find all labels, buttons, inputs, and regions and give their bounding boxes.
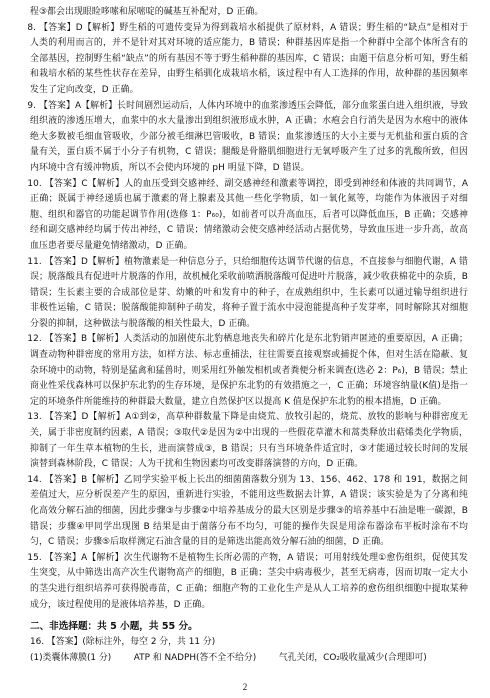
answer-item-16-part-1: (1)类囊体薄膜(1 分) ATP 和 NADPH(答不全不给分) 气孔关闭，CO₂吸收量减少(合理即可) (30, 652, 427, 663)
answer-item-9: 9. 【答案】A【解析】长时间剧烈运动后，人体内环境中的血浆渗透压会降低，部分血浆蛋白进入组织液，导致组织液的渗透压增大，血浆中的水大量渗出到组织液形成水肿，A 正确；水疱会自行消失是因为水疱中的液体绝大多数被毛细血管吸收，少部分被毛细淋巴管吸收，B 错误；血浆渗透压的大小主要与无机盐和蛋白质的含量有关，蛋白质不属于小分子有机物，C 错误；腿酸是骨骼肌细胞进行无氧呼吸产生了过多的乳酸所致，但因内环境中含有缓冲物质，所以不会使内环境的 pH 明显下降，D 错误。 (27, 100, 468, 173)
section-heading: 二、非选择题：共 5 小题，共 55 分。 (30, 621, 198, 633)
answer-item-11: 11. 【答案】D【解析】植物激素是一种信息分子，只给细胞传达调节代谢的信息，不直接参与细胞代谢，A 错误；脱落酸具有促进叶片脱落的作用，故机械化采收前喷洒脱落酸可促进叶片脱落，减少收获棉花中的杂质，B 错误；生长素主要的合成部位是芽、幼嫩的叶和发育中的种子，在成熟组织中，生长素可以通过输导组织进行非极性运输，C 错误；脱落酸能抑制种子萌发，将种子置于流水中浸泡能提高种子发芽率，同时解除其对细胞分裂的抑制，这种做法与脱落酸的相关性最大，D 正确。 (27, 256, 468, 329)
text-line-continuation: 程③都会出现眼睑哆嗦和尿嘧啶的碱基互补配对，D 正确。 (30, 7, 264, 17)
answer-item-13: 13. 【答案】D【解析】A①到②，高草种群数量下降是由烧荒、放牧引起的，烧荒、放牧的影响与种群密度无关，属于非密度制约因素，A 错误；③取代②是因为②中出现的一些假花草灌木和蒿类释放出萜烯类化学物质，抑制了一年生草本植物的生长，进而演替成③，B 错误；只有当环境条件适宜时，③才能通过较长时间的发展演替到森林阶段，C 错误；人为干扰和生物因素均可改变群落演替的方向，D 正确。 (27, 412, 468, 470)
answer-item-14: 14. 【答案】B【解析】乙同学实验平板上长出的细菌菌落数分别为 13、156、462、178 和 191，数据之间差值过大，应分析误差产生的原因，重新进行实验，不能用这些数据去计算，A 错误；该实验是为了分离和纯化高效分解石油的细菌，因此步骤③与步骤②中培养基成分的最大区别是步骤③的培养基中石油是唯一碳源，B 错误；步骤④甲同学出现图 B 结果是由于菌落分布不均匀，可能的操作失误是用涂布器涂布平板时涂布不均匀，C 错误；步骤⑤后取样测定石油含量的目的是筛选出能高效分解石油的细菌，D 正确。 (27, 474, 468, 548)
answer-item-8: 8. 【答案】D【解析】野生稻的可遗传变异为得到栽培水稻提供了原材料，A 错误；野生稻的“缺点”是相对于人类的利用而言的，并不是针对其对环境的适应能力，B 错误；种群基因库是指一个种群中全部个体所含有的全部基因，控制野生稻“缺点”的所有基因不等于野生稻种群的基因库，C 错误；由题干信息分析可知，野生稻和栽培水稻的某些性状存在差异，由野生稻驯化成栽培水稻，该过程中有人工选择的作用，故种群的基因频率发生了定向改变，D 正确。 (27, 22, 468, 95)
page-number: 2 (242, 682, 248, 692)
answer-item-12: 12. 【答案】B【解析】人类活动的加剧使东北豹栖息地丧失和碎片化是东北豹销声匿迹的重要原因，A 正确；调查动物种群密度的常用方法，如样方法、标志重捕法，往往需要直接观察或捕捉个体，但对生活在隐蔽、复杂环境中的动物，特别是猛禽和猛兽时，则采用红外触发相机或者粪便分析来调查(选必 2：P₆)，B 错误；禁止商业性采伐森林可以保护东北豹的生存环境，是保护东北豹的有效措施之一，C 正确；环境容纳量(K值)是指一定的环境条件所能维持的种群最大数量，建立自然保护区以提高 K 值是保护东北豹的根本措施，D 正确。 (27, 334, 468, 407)
answer-item-16-header: 16. 【答案】(除标注外，每空 2 分，共 11 分) (30, 637, 216, 648)
answer-item-10: 10. 【答案】C【解析】人的血压受到交感神经、副交感神经和激素等调控，即受到神经和体液的共同调节，A 正确；既属于神经递质也属于激素的肾上腺素及其他一些化学物质，如一氧化氮等，均能作为体液因子对细胞、组织和器官的功能起调节作用(选修 1：P₆₀)，如前者可以升高血压，后者可以降低血压，B 正确；交感神经和副交感神经均属于传出神经，C 错误；情绪激动会使交感神经活动占据优势，导致血压进一步升高，故高血压患者要尽量避免情绪激动，D 正确。 (27, 178, 468, 251)
answer-item-15: 15. 【答案】A【解析】次生代谢物不是植物生长所必需的产物，A 错误；可用射线处理①愈伤组织，促使其发生突变，从中筛选出高产次生代谢物高产的细胞，B 正确；茎尖中病毒极少，甚至无病毒，因而切取一定大小的茎尖进行组织培养可获得脱毒苗，C 正确；细胞产物的工业化生产是从人工培养的愈伤组织细胞中提取某种成分，该过程使用的是液体培养基，D 正确。 (27, 552, 468, 610)
